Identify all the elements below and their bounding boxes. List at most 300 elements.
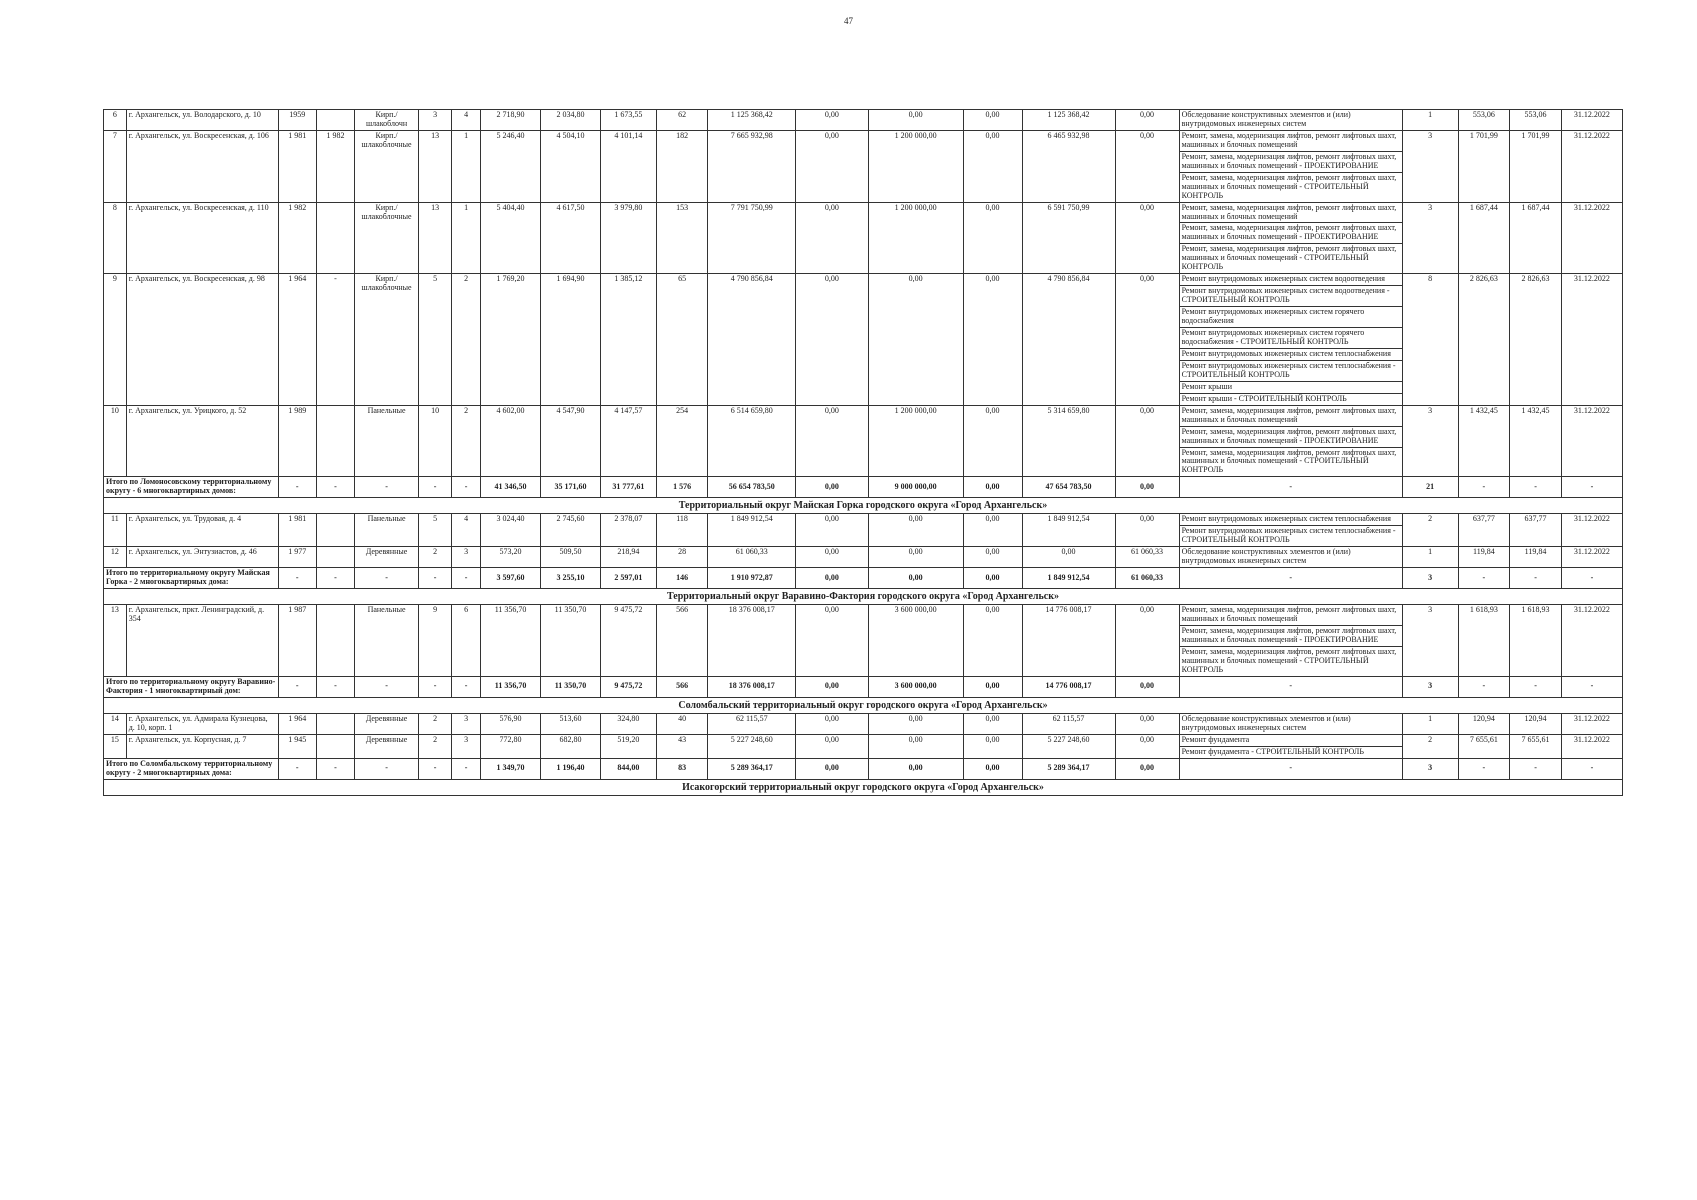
total-area-total: 11 356,70 [481,676,541,697]
unit-cost-limit: 120,94 [1510,714,1562,735]
total-dash: - [419,477,452,498]
total-dash: - [355,676,419,697]
total-dash: - [452,676,481,697]
reconstruction-year [316,202,354,274]
repair-cost: 62 115,57 [708,714,796,735]
fund-source-5: 0,00 [1115,274,1179,405]
total-f5: 0,00 [1115,477,1179,498]
fund-source-3: 0,00 [963,110,1022,131]
area-living: 4 504,10 [541,130,601,202]
total-cost: 1 910 972,87 [708,568,796,589]
repair-cost: 7 665 932,98 [708,130,796,202]
total-dash: - [1561,477,1622,498]
total-area-res: 2 597,01 [600,568,656,589]
total-area-living: 1 196,40 [541,758,601,779]
floors-count: 5 [419,274,452,405]
house-row [104,714,1623,735]
fund-source-5: 0,00 [1115,734,1179,758]
area-residential: 3 979,80 [600,202,656,274]
total-people: 566 [656,676,708,697]
house-address: г. Архангельск, ул. Урицкого, д. 52 [126,405,278,477]
total-dash: - [316,758,354,779]
area-living: 4 617,50 [541,202,601,274]
total-work-count: 3 [1402,676,1458,697]
fund-source-5: 0,00 [1115,605,1179,677]
house-address: г. Архангельск, пркт. Ленинградский, д. 354 [126,605,278,677]
total-area-living: 35 171,60 [541,477,601,498]
fund-source-4: 1 125 368,42 [1022,110,1115,131]
house-row [104,130,1623,151]
work-type: Ремонт фундамента - СТРОИТЕЛЬНЫЙ КОНТРОЛЬ [1179,746,1402,758]
row-number: 9 [104,274,127,405]
unit-cost: 1 618,93 [1458,605,1510,677]
work-type: Ремонт, замена, модернизация лифтов, ремонт лифтовых шахт, машинных и блочных помещений [1179,405,1402,426]
area-living: 4 547,90 [541,405,601,477]
residents-count: 43 [656,734,708,758]
completion-date: 31.12.2022 [1561,547,1622,568]
entrances-count: 4 [452,110,481,131]
fund-source-3: 0,00 [963,605,1022,677]
total-people: 1 576 [656,477,708,498]
district-total-row [104,568,1623,589]
repair-cost: 1 849 912,54 [708,514,796,547]
residents-count: 254 [656,405,708,477]
total-dash: - [1510,676,1562,697]
work-type: Ремонт внутридомовых инженерных систем водоотведения - СТРОИТЕЛЬНЫЙ КОНТРОЛЬ [1179,286,1402,307]
row-number: 10 [104,405,127,477]
total-dash: - [452,568,481,589]
area-residential: 1 385,12 [600,274,656,405]
unit-cost-limit: 637,77 [1510,514,1562,547]
floors-count: 13 [419,202,452,274]
total-dash: - [1458,758,1510,779]
total-area-living: 3 255,10 [541,568,601,589]
fund-source-4: 4 790 856,84 [1022,274,1115,405]
completion-date: 31.12.2022 [1561,130,1622,202]
fund-source-2: 3 600 000,00 [868,605,963,677]
work-type: Ремонт внутридомовых инженерных систем теплоснабжения - СТРОИТЕЛЬНЫЙ КОНТРОЛЬ [1179,526,1402,547]
total-area-total: 1 349,70 [481,758,541,779]
wall-material: Панельные [355,405,419,477]
area-living: 513,60 [541,714,601,735]
total-cost: 18 376 008,17 [708,676,796,697]
work-count: 1 [1402,110,1458,131]
fund-source-3: 0,00 [963,547,1022,568]
fund-source-1: 0,00 [796,405,868,477]
repair-cost: 61 060,33 [708,547,796,568]
total-dash: - [1561,568,1622,589]
total-area-res: 9 475,72 [600,676,656,697]
fund-source-3: 0,00 [963,405,1022,477]
area-living: 509,50 [541,547,601,568]
area-living: 1 694,90 [541,274,601,405]
fund-source-5: 0,00 [1115,514,1179,547]
capital-repair-register-table [103,109,1623,796]
entrances-count: 1 [452,130,481,202]
entrances-count: 1 [452,202,481,274]
total-cost: 5 289 364,17 [708,758,796,779]
area-residential: 519,20 [600,734,656,758]
area-living: 2 745,60 [541,514,601,547]
completion-date: 31.12.2022 [1561,110,1622,131]
total-dash: - [316,568,354,589]
total-work-count: 21 [1402,477,1458,498]
work-type: Ремонт, замена, модернизация лифтов, ремонт лифтовых шахт, машинных и блочных помещений - ПРОЕКТИРОВАНИЕ [1179,151,1402,172]
residents-count: 65 [656,274,708,405]
total-label: Итого по территориальному округу Варавино-Фактория - 1 многоквартирный дом: [104,676,279,697]
area-total: 573,20 [481,547,541,568]
unit-cost: 553,06 [1458,110,1510,131]
fund-source-2: 0,00 [868,734,963,758]
residents-count: 28 [656,547,708,568]
total-dash: - [1561,758,1622,779]
district-section-title: Исакогорский территориальный округ городского округа «Город Архангельск» [104,779,1623,795]
area-total: 3 024,40 [481,514,541,547]
wall-material: Деревянные [355,714,419,735]
area-total: 5 246,40 [481,130,541,202]
fund-source-5: 0,00 [1115,405,1179,477]
floors-count: 2 [419,734,452,758]
area-total: 2 718,90 [481,110,541,131]
repair-cost: 5 227 248,60 [708,734,796,758]
area-total: 4 602,00 [481,405,541,477]
floors-count: 3 [419,110,452,131]
total-f3: 0,00 [963,568,1022,589]
district-section-row [104,697,1623,713]
work-type: Ремонт внутридомовых инженерных систем теплоснабжения [1179,348,1402,360]
unit-cost: 1 701,99 [1458,130,1510,202]
area-residential: 4 101,14 [600,130,656,202]
work-type: Обследование конструктивных элементов и (или) внутридомовых инженерных систем [1179,714,1402,735]
row-number: 14 [104,714,127,735]
total-people: 146 [656,568,708,589]
build-year: 1 981 [278,130,316,202]
unit-cost: 1 687,44 [1458,202,1510,274]
work-type: Ремонт внутридомовых инженерных систем теплоснабжения - СТРОИТЕЛЬНЫЙ КОНТРОЛЬ [1179,360,1402,381]
total-area-living: 11 350,70 [541,676,601,697]
fund-source-1: 0,00 [796,605,868,677]
total-work-count: 3 [1402,758,1458,779]
reconstruction-year [316,514,354,547]
total-dash: - [316,676,354,697]
total-dash: - [452,477,481,498]
build-year: 1 945 [278,734,316,758]
unit-cost-limit: 1 687,44 [1510,202,1562,274]
fund-source-2: 0,00 [868,547,963,568]
unit-cost-limit: 1 432,45 [1510,405,1562,477]
work-count: 2 [1402,734,1458,758]
work-count: 1 [1402,714,1458,735]
floors-count: 2 [419,714,452,735]
house-row [104,405,1623,426]
area-total: 5 404,40 [481,202,541,274]
unit-cost-limit: 7 655,61 [1510,734,1562,758]
fund-source-4: 6 591 750,99 [1022,202,1115,274]
fund-source-4: 6 465 932,98 [1022,130,1115,202]
reconstruction-year [316,714,354,735]
area-residential: 1 673,55 [600,110,656,131]
row-number: 11 [104,514,127,547]
row-number: 15 [104,734,127,758]
fund-source-5: 0,00 [1115,130,1179,202]
work-type: Обследование конструктивных элементов и (или) внутридомовых инженерных систем [1179,547,1402,568]
total-dash: - [1179,758,1402,779]
reconstruction-year [316,110,354,131]
work-type: Ремонт, замена, модернизация лифтов, ремонт лифтовых шахт, машинных и блочных помещений [1179,130,1402,151]
work-count: 8 [1402,274,1458,405]
area-residential: 9 475,72 [600,605,656,677]
fund-source-3: 0,00 [963,274,1022,405]
entrances-count: 3 [452,547,481,568]
district-total-row [104,758,1623,779]
row-number: 13 [104,605,127,677]
unit-cost: 120,94 [1458,714,1510,735]
area-residential: 218,94 [600,547,656,568]
repair-cost: 7 791 750,99 [708,202,796,274]
row-number: 8 [104,202,127,274]
district-section-title: Территориальный округ Майская Горка городского округа «Город Архангельск» [104,498,1623,514]
total-area-total: 41 346,50 [481,477,541,498]
unit-cost: 119,84 [1458,547,1510,568]
house-address: г. Архангельск, ул. Володарского, д. 10 [126,110,278,131]
build-year: 1959 [278,110,316,131]
area-living: 11 350,70 [541,605,601,677]
house-address: г. Архангельск, ул. Воскресенская, д. 110 [126,202,278,274]
district-section-row [104,589,1623,605]
work-type: Ремонт фундамента [1179,734,1402,746]
build-year: 1 964 [278,714,316,735]
district-total-row [104,477,1623,498]
wall-material: Кирп./ шлакоблочные [355,274,419,405]
total-f3: 0,00 [963,758,1022,779]
total-f4: 14 776 008,17 [1022,676,1115,697]
fund-source-2: 1 200 000,00 [868,405,963,477]
completion-date: 31.12.2022 [1561,202,1622,274]
floors-count: 9 [419,605,452,677]
fund-source-3: 0,00 [963,130,1022,202]
house-address: г. Архангельск, ул. Трудовая, д. 4 [126,514,278,547]
residents-count: 62 [656,110,708,131]
work-count: 3 [1402,130,1458,202]
floors-count: 13 [419,130,452,202]
fund-source-1: 0,00 [796,274,868,405]
fund-source-2: 0,00 [868,714,963,735]
total-dash: - [355,568,419,589]
house-row [104,202,1623,223]
wall-material: Кирп./ шлакоблочные [355,202,419,274]
area-residential: 4 147,57 [600,405,656,477]
total-dash: - [1458,676,1510,697]
total-dash: - [1179,568,1402,589]
fund-source-5: 0,00 [1115,714,1179,735]
entrances-count: 2 [452,274,481,405]
fund-source-5: 61 060,33 [1115,547,1179,568]
total-dash: - [278,676,316,697]
row-number: 12 [104,547,127,568]
fund-source-1: 0,00 [796,130,868,202]
completion-date: 31.12.2022 [1561,605,1622,677]
repair-cost: 4 790 856,84 [708,274,796,405]
work-type: Ремонт, замена, модернизация лифтов, ремонт лифтовых шахт, машинных и блочных помещений - ПРОЕКТИРОВАНИЕ [1179,223,1402,244]
total-dash: - [419,568,452,589]
wall-material: Панельные [355,605,419,677]
fund-source-4: 14 776 008,17 [1022,605,1115,677]
reconstruction-year: - [316,274,354,405]
total-f5: 0,00 [1115,758,1179,779]
reconstruction-year [316,605,354,677]
total-work-count: 3 [1402,568,1458,589]
district-section-title: Соломбальский территориальный округ городского округа «Город Архангельск» [104,697,1623,713]
house-row [104,110,1623,131]
work-count: 3 [1402,605,1458,677]
work-type: Ремонт, замена, модернизация лифтов, ремонт лифтовых шахт, машинных и блочных помещений - СТРОИТЕЛЬНЫЙ КОНТРОЛЬ [1179,647,1402,677]
completion-date: 31.12.2022 [1561,405,1622,477]
floors-count: 5 [419,514,452,547]
wall-material: Деревянные [355,547,419,568]
total-f1: 0,00 [796,477,868,498]
page-number: 47 [844,16,853,26]
fund-source-2: 0,00 [868,514,963,547]
fund-source-4: 5 227 248,60 [1022,734,1115,758]
total-label: Итого по Ломоносовскому территориальному округу - 6 многоквартирных домов: [104,477,279,498]
row-number: 7 [104,130,127,202]
fund-source-1: 0,00 [796,110,868,131]
total-dash: - [1458,477,1510,498]
fund-source-2: 1 200 000,00 [868,130,963,202]
area-total: 1 769,20 [481,274,541,405]
total-area-res: 844,00 [600,758,656,779]
district-section-row [104,498,1623,514]
total-dash: - [419,758,452,779]
total-cost: 56 654 783,50 [708,477,796,498]
fund-source-3: 0,00 [963,514,1022,547]
entrances-count: 4 [452,514,481,547]
unit-cost-limit: 553,06 [1510,110,1562,131]
total-dash: - [1510,477,1562,498]
work-count: 3 [1402,202,1458,274]
residents-count: 153 [656,202,708,274]
district-section-title: Территориальный округ Варавино-Фактория городского округа «Город Архангельск» [104,589,1623,605]
area-living: 682,80 [541,734,601,758]
total-dash: - [1561,676,1622,697]
build-year: 1 989 [278,405,316,477]
total-f4: 1 849 912,54 [1022,568,1115,589]
house-address: г. Архангельск, ул. Адмирала Кузнецова, д. 10, корп. 1 [126,714,278,735]
total-people: 83 [656,758,708,779]
total-f4: 47 654 783,50 [1022,477,1115,498]
total-dash: - [355,477,419,498]
area-total: 11 356,70 [481,605,541,677]
residents-count: 40 [656,714,708,735]
work-type: Ремонт внутридомовых инженерных систем теплоснабжения [1179,514,1402,526]
fund-source-3: 0,00 [963,202,1022,274]
district-section-row [104,779,1623,795]
fund-source-1: 0,00 [796,734,868,758]
wall-material: Кирп./ шлакоблочн [355,110,419,131]
build-year: 1 964 [278,274,316,405]
work-type: Ремонт внутридомовых инженерных систем горячего водоснабжения - СТРОИТЕЛЬНЫЙ КОНТРОЛЬ [1179,328,1402,349]
house-row [104,547,1623,568]
house-row [104,514,1623,526]
work-type: Ремонт крыши - СТРОИТЕЛЬНЫЙ КОНТРОЛЬ [1179,393,1402,405]
wall-material: Деревянные [355,734,419,758]
area-total: 772,80 [481,734,541,758]
work-type: Ремонт, замена, модернизация лифтов, ремонт лифтовых шахт, машинных и блочных помещений - ПРОЕКТИРОВАНИЕ [1179,626,1402,647]
unit-cost-limit: 1 701,99 [1510,130,1562,202]
unit-cost-limit: 1 618,93 [1510,605,1562,677]
total-f1: 0,00 [796,676,868,697]
work-type: Ремонт, замена, модернизация лифтов, ремонт лифтовых шахт, машинных и блочных помещений - СТРОИТЕЛЬНЫЙ КОНТРОЛЬ [1179,244,1402,274]
completion-date: 31.12.2022 [1561,734,1622,758]
repair-cost: 1 125 368,42 [708,110,796,131]
house-row [104,605,1623,626]
total-dash: - [1458,568,1510,589]
house-address: г. Архангельск, ул. Воскресенская, д. 98 [126,274,278,405]
residents-count: 566 [656,605,708,677]
total-dash: - [355,758,419,779]
total-area-res: 31 777,61 [600,477,656,498]
house-row [104,734,1623,746]
work-type: Ремонт, замена, модернизация лифтов, ремонт лифтовых шахт, машинных и блочных помещений - СТРОИТЕЛЬНЫЙ КОНТРОЛЬ [1179,447,1402,477]
reconstruction-year [316,734,354,758]
completion-date: 31.12.2022 [1561,514,1622,547]
work-type: Ремонт крыши [1179,381,1402,393]
fund-source-5: 0,00 [1115,110,1179,131]
unit-cost-limit: 2 826,63 [1510,274,1562,405]
unit-cost: 637,77 [1458,514,1510,547]
repair-cost: 18 376 008,17 [708,605,796,677]
total-dash: - [1179,676,1402,697]
total-f5: 61 060,33 [1115,568,1179,589]
total-dash: - [452,758,481,779]
wall-material: Кирп./ шлакоблочные [355,130,419,202]
area-residential: 324,80 [600,714,656,735]
build-year: 1 981 [278,514,316,547]
total-dash: - [419,676,452,697]
work-type: Ремонт, замена, модернизация лифтов, ремонт лифтовых шахт, машинных и блочных помещений [1179,605,1402,626]
completion-date: 31.12.2022 [1561,714,1622,735]
total-f2: 9 000 000,00 [868,477,963,498]
build-year: 1 987 [278,605,316,677]
house-address: г. Архангельск, ул. Корпусная, д. 7 [126,734,278,758]
total-dash: - [316,477,354,498]
house-row [104,274,1623,286]
unit-cost: 1 432,45 [1458,405,1510,477]
work-type: Ремонт, замена, модернизация лифтов, ремонт лифтовых шахт, машинных и блочных помещений [1179,202,1402,223]
fund-source-1: 0,00 [796,714,868,735]
entrances-count: 6 [452,605,481,677]
total-f2: 0,00 [868,758,963,779]
total-dash: - [1510,758,1562,779]
fund-source-4: 1 849 912,54 [1022,514,1115,547]
work-type: Ремонт внутридомовых инженерных систем водоотведения [1179,274,1402,286]
fund-source-3: 0,00 [963,714,1022,735]
reconstruction-year [316,405,354,477]
total-dash: - [278,477,316,498]
entrances-count: 3 [452,714,481,735]
reconstruction-year [316,547,354,568]
fund-source-2: 0,00 [868,274,963,405]
total-label: Итого по территориальному округу Майская Горка - 2 многоквартирных дома: [104,568,279,589]
work-type: Ремонт, замена, модернизация лифтов, ремонт лифтовых шахт, машинных и блочных помещений - ПРОЕКТИРОВАНИЕ [1179,426,1402,447]
fund-source-4: 62 115,57 [1022,714,1115,735]
fund-source-1: 0,00 [796,514,868,547]
fund-source-4: 0,00 [1022,547,1115,568]
completion-date: 31.12.2022 [1561,274,1622,405]
total-f1: 0,00 [796,758,868,779]
total-f1: 0,00 [796,568,868,589]
total-f4: 5 289 364,17 [1022,758,1115,779]
